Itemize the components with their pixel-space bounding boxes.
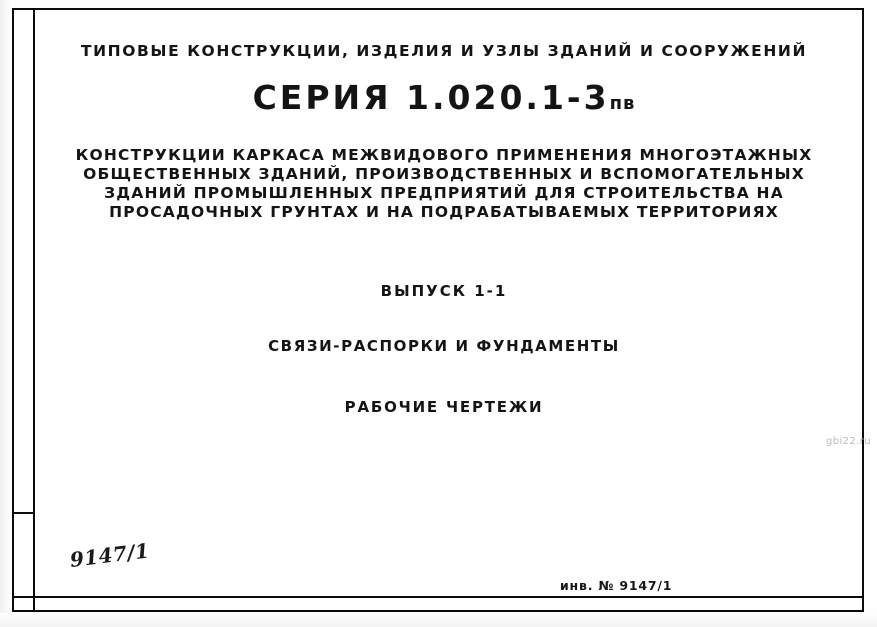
- bottom-rule-line: [12, 596, 864, 598]
- series-title: [34, 78, 854, 117]
- scan-edge-shading-bottom: [0, 613, 877, 627]
- series-suffix: пв: [609, 93, 636, 114]
- description-line-3: ЗДАНИЙ ПРОМЫШЛЕННЫХ ПРЕДПРИЯТИЙ ДЛЯ СТРОИТЕЛЬСТВА НА: [104, 184, 784, 202]
- document-subtitle: СВЯЗИ-РАСПОРКИ И ФУНДАМЕНТЫ: [268, 337, 620, 355]
- printed-inventory-number: инв. № 9147/1: [560, 578, 673, 593]
- description-block: [34, 146, 854, 222]
- stamp-box-tick: [12, 512, 34, 514]
- issue-label: ВЫПУСК 1-1: [380, 282, 508, 300]
- document-header-line: ТИПОВЫЕ КОНСТРУКЦИИ, ИЗДЕЛИЯ И УЗЛЫ ЗДАНИЙ И СООРУЖЕНИЙ: [80, 42, 808, 60]
- watermark-text: gbi22.ru: [826, 436, 872, 447]
- document-type-label: РАБОЧИЕ ЧЕРТЕЖИ: [344, 398, 544, 416]
- description-line-2: ОБЩЕСТВЕННЫХ ЗДАНИЙ, ПРОИЗВОДСТВЕННЫХ И ВСПОМОГАТЕЛЬНЫХ: [83, 165, 805, 183]
- series-number: СЕРИЯ 1.020.1-3: [252, 78, 610, 117]
- description-line-1: КОНСТРУКЦИИ КАРКАСА МЕЖВИДОВОГО ПРИМЕНЕНИЯ МНОГОЭТАЖНЫХ: [75, 146, 813, 164]
- description-line-4: ПРОСАДОЧНЫХ ГРУНТАХ И НА ПОДРАБАТЫВАЕМЫХ ТЕРРИТОРИЯХ: [109, 203, 779, 221]
- handwritten-inventory-number: 9147/1: [68, 538, 151, 572]
- scan-edge-shading-left: [0, 0, 12, 627]
